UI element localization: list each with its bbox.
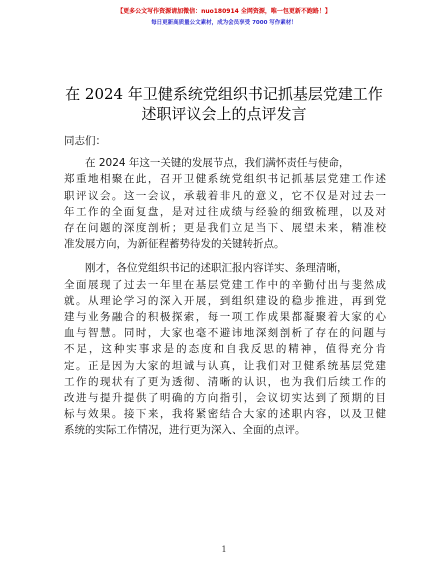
paragraph-line: 血与智慧。同时，大家也毫不避讳地深刻剖析了存在的问题与 <box>64 327 386 340</box>
document-body <box>64 133 386 447</box>
paragraph-line: 改进与提升提供了明确的方向指引，会议切实达到了预期的目 <box>64 392 386 405</box>
paragraph-line: 标与效果。接下来，我将紧密结合大家的述职内容，以及卫健 <box>64 408 386 421</box>
paragraph-line: 存在问题的深度剖析；更是我们立足当下、展望未来，精准校 <box>64 222 386 235</box>
paragraph-line: 建与业务融合的积极探索，每一项工作成果都凝聚着大家的心 <box>64 311 386 324</box>
paragraph-line: 不足，这种实事求是的态度和自我反思的精神，值得充分肯 <box>64 343 386 356</box>
paragraph-line: 在 2024 年这一关键的发展节点，我们满怀责任与使命， <box>85 157 350 170</box>
document-title <box>40 84 408 124</box>
paragraph-line: 工作的现状有了更为透彻、清晰的认识，也为我们后续工作的 <box>64 375 386 388</box>
paragraph-line: 就。从理论学习的深入开展，到组织建设的稳步推进，再到党 <box>64 294 386 307</box>
title-line: 在 2024 年卫健系统党组织书记抓基层党建工作 <box>65 85 383 103</box>
promo-banner-line1: 【更多公文写作资源请加微信：nuo180914 全网资源，唯一包更新不跑路！】 <box>117 8 331 15</box>
paragraph-line: 全面展现了过去一年里在基层党建工作中的辛勤付出与斐然成 <box>64 278 386 291</box>
promo-banner-line2: 每日更新高质量公文素材，成为会员享受 7000 写作素材！ <box>151 20 297 26</box>
paragraph-line: 准发展方向，为新征程蓄势待发的关键转折点。 <box>64 238 285 251</box>
paragraph-line: 定。正是因为大家的坦诚与认真，让我们对卫健系统基层党建 <box>64 359 386 372</box>
paragraph <box>64 260 386 438</box>
title-line: 述职评议会上的点评发言 <box>141 105 307 123</box>
paragraph-line: 系统的实际工作情况，进行更为深入、全面的点评。 <box>64 424 306 437</box>
paragraph-line: 郑重地相聚在此，召开卫健系统党组织书记抓基层党建工作述 <box>64 173 386 186</box>
greeting: 同志们： <box>64 135 106 147</box>
paragraph-line: 职评议会。这一会议，承载着非凡的意义，它不仅是对过去一 <box>64 189 386 202</box>
paragraph-line: 年工作的全面复盘，是对过往成绩与经验的细致梳理，以及对 <box>64 205 386 218</box>
page-number: 1 <box>221 545 227 554</box>
paragraph <box>64 155 386 252</box>
paragraph-line: 刚才，各位党组织书记的述职汇报内容详实、条理清晰， <box>85 262 348 275</box>
